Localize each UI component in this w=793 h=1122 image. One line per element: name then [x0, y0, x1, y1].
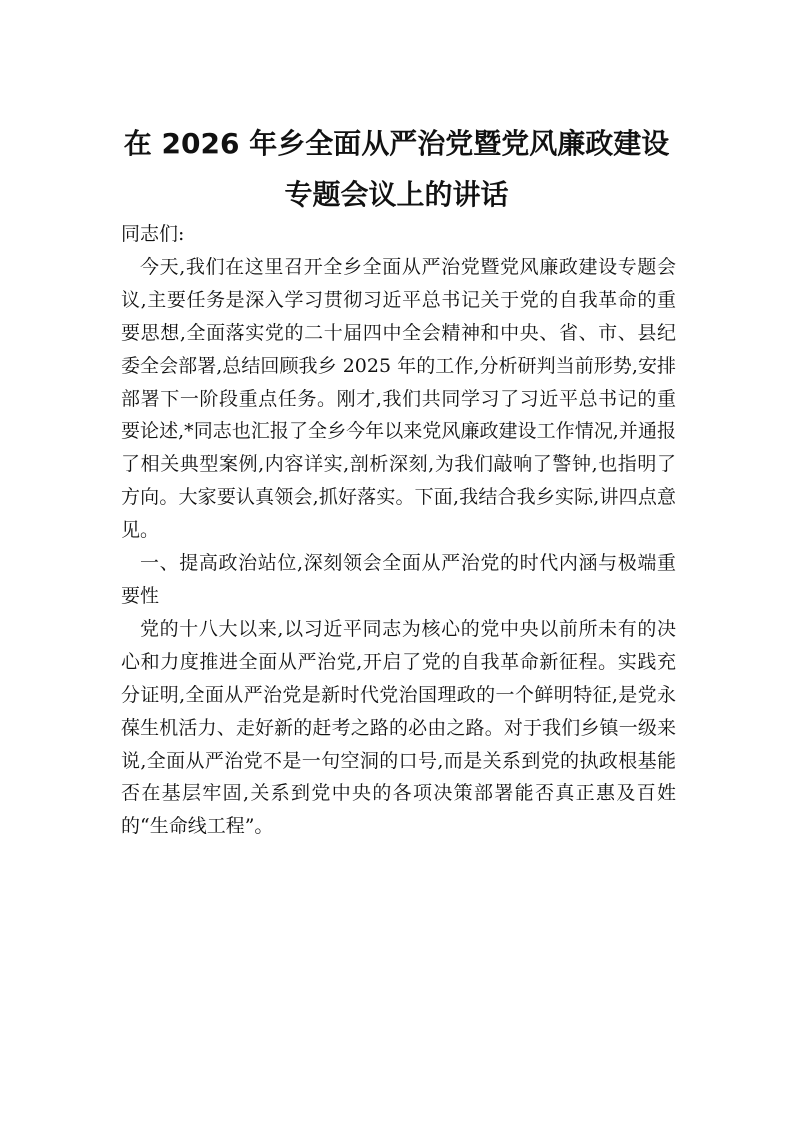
section-heading-1: 一、提高政治站位,深刻领会全面从严治党的时代内涵与极端重要性 [121, 552, 676, 607]
document-title-line-2: 专题会议上的讲话 [284, 178, 509, 211]
paragraph-intro: 今天,我们在这里召开全乡全面从严治党暨党风廉政建设专题会议,主要任务是深入学习贯彻习近平总书记关于党的自我革命的重要思想,全面落实党的二十届四中全会精神和中央、省、市、县纪委全会部署,总结回顾我乡 2025 年的工作,分析研判当前形势,安排部署下一阶段重点任务。刚才,我们共同学习了习近平总书记的重要论述,*同志也汇报了全乡今年以来党风廉政建设工作情况,并通报了相关典型案例,内容详实,剖析深刻,为我们敲响了警钟,也指明了方向。大家要认真领会,抓好落实。下面,我结合我乡实际,讲四点意见。 [121, 255, 676, 542]
document-body [121, 218, 676, 843]
salutation: 同志们: [121, 223, 185, 245]
document-title-line-1: 在 2026 年乡全面从严治党暨党风廉政建设 [123, 127, 670, 160]
paragraph-section-1: 党的十八大以来,以习近平同志为核心的党中央以前所未有的决心和力度推进全面从严治党,开启了党的自我革命新征程。实践充分证明,全面从严治党是新时代党治国理政的一个鲜明特征,是党永葆生机活力、走好新的赶考之路的必由之路。对于我们乡镇一级来说,全面从严治党不是一句空洞的口号,而是关系到党的执政根基能否在基层牢固,关系到党中央的各项决策部署能否真正惠及百姓的“生命线工程”。 [121, 617, 676, 838]
